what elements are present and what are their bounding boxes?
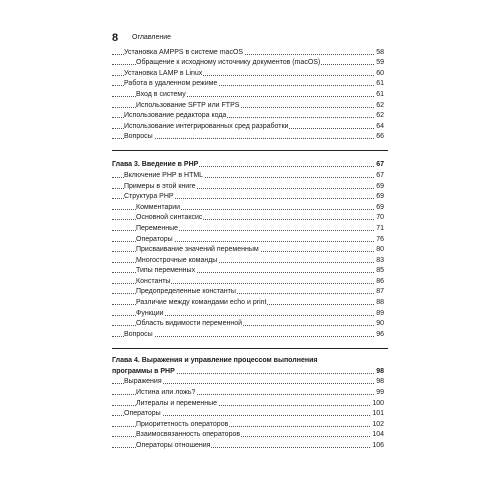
toc-entry[interactable] [112, 88, 388, 99]
toc-entry[interactable] [112, 78, 388, 89]
running-title: Оглавление [132, 34, 172, 41]
toc-page-number: 67 [376, 161, 384, 169]
toc-page-number: 64 [376, 122, 384, 130]
toc-chapter-title: Глава 3. Введение в PHP [112, 161, 199, 169]
toc-entry[interactable] [112, 296, 388, 307]
toc-entry[interactable] [112, 254, 388, 265]
toc-entry-title: Предопределенные константы [136, 288, 236, 296]
toc-entry-title: Операторы отношения [136, 442, 211, 449]
toc-page-number: 86 [376, 277, 384, 285]
toc-entry-title: Операторы [136, 235, 173, 243]
toc-entry[interactable] [112, 233, 388, 244]
toc-entry[interactable] [112, 201, 388, 212]
toc-page-number: 99 [376, 389, 384, 397]
toc-page-number: 58 [376, 48, 384, 56]
toc-page-number: 61 [376, 80, 384, 88]
toc-entry[interactable] [112, 57, 388, 68]
toc-page-number: 71 [376, 224, 384, 232]
toc-page-number: 101 [372, 410, 384, 418]
toc-entry-title: Вопросы [124, 133, 153, 141]
toc-entry[interactable] [112, 222, 388, 233]
toc-section-chapter3 [112, 169, 388, 339]
toc-entry-title: Операторы [124, 410, 161, 418]
toc-page-number: 70 [376, 214, 384, 222]
toc-chapter-4-title-line1[interactable]: Глава 4. Выражения и управление процессом выполнения [112, 356, 318, 364]
toc-page-number: 69 [376, 182, 384, 190]
toc-entry[interactable] [112, 67, 388, 78]
toc-entry[interactable] [112, 169, 388, 180]
toc-entry-title: Выражения [124, 378, 162, 386]
section-divider [112, 348, 388, 349]
toc-entry-title: Различие между командами echo и print [136, 299, 267, 307]
toc-entry-title: Область видимости переменной [136, 320, 243, 328]
table-of-contents [112, 46, 388, 450]
toc-entry-title: Использование редактора кода [124, 112, 227, 120]
toc-entry[interactable] [112, 307, 388, 318]
toc-entry[interactable] [112, 275, 388, 286]
toc-entry-title: Переменные [136, 224, 179, 232]
toc-page-number: 69 [376, 203, 384, 211]
toc-entry[interactable] [112, 328, 388, 339]
toc-chapter-3[interactable] [112, 158, 388, 169]
toc-entry-title: Вход в систему [136, 90, 186, 98]
toc-entry[interactable] [112, 244, 388, 255]
toc-chapter-title: программы в PHP [112, 367, 175, 375]
toc-page-number: 100 [372, 399, 384, 407]
toc-entry[interactable] [112, 131, 388, 142]
toc-entry[interactable] [112, 191, 388, 202]
page-number: 8 [112, 32, 119, 44]
toc-entry-title: Установка LAMP в Linux [124, 69, 203, 77]
toc-page-number: 62 [376, 101, 384, 109]
toc-page-number: 76 [376, 235, 384, 243]
toc-section-chapter4 [112, 376, 388, 450]
toc-entry[interactable] [112, 418, 388, 429]
toc-entry-title: Использование SFTP или FTPS [136, 101, 240, 109]
toc-entry-title: Функции [136, 309, 164, 317]
toc-page-number: 67 [376, 171, 384, 179]
toc-entry-title: Типы переменных [136, 267, 196, 275]
toc-entry[interactable] [112, 318, 388, 329]
toc-page-number: 104 [372, 431, 384, 439]
toc-entry[interactable] [112, 212, 388, 223]
toc-entry-title: Включение PHP в HTML [124, 171, 204, 179]
toc-page-number: 98 [376, 367, 384, 375]
toc-page-number: 66 [376, 133, 384, 141]
toc-entry[interactable] [112, 376, 388, 387]
toc-page-number: 69 [376, 193, 384, 201]
toc-page-number: 87 [376, 288, 384, 296]
toc-page-number: 60 [376, 69, 384, 77]
toc-chapter-4[interactable] [112, 365, 388, 376]
toc-page-number: 85 [376, 267, 384, 275]
toc-page-number: 62 [376, 112, 384, 120]
toc-entry-title: Взаимосвязанность операторов [136, 431, 241, 439]
toc-entry-title: Использование интегрированных сред разработки [124, 122, 289, 130]
toc-entry-title: Вопросы [124, 330, 153, 338]
toc-entry-title: Обращение к исходному источнику документов (macOS) [136, 59, 321, 67]
toc-entry-title: Многострочные команды [136, 256, 218, 264]
toc-entry[interactable] [112, 286, 388, 297]
toc-page-number: 59 [376, 59, 384, 67]
toc-page-number: 83 [376, 256, 384, 264]
toc-entry-title: Установка AMPPS в системе macOS [124, 48, 244, 56]
toc-entry-title: Структура PHP [124, 193, 174, 201]
toc-page-number: 106 [372, 442, 384, 449]
toc-entry[interactable] [112, 120, 388, 131]
section-divider [112, 150, 388, 151]
toc-page-number: 88 [376, 299, 384, 307]
toc-entry[interactable] [112, 99, 388, 110]
toc-entry[interactable] [112, 408, 388, 419]
toc-entry[interactable] [112, 110, 388, 121]
toc-entry[interactable] [112, 265, 388, 276]
toc-entry[interactable] [112, 439, 388, 450]
toc-entry-title: Работа в удаленном режиме [124, 80, 218, 88]
toc-entry-title: Литералы и переменные [136, 399, 218, 407]
toc-entry[interactable] [112, 429, 388, 440]
toc-entry-title: Основной синтаксис [136, 214, 203, 222]
toc-entry-title: Приоритетность операторов [136, 420, 229, 428]
toc-page-number: 98 [376, 378, 384, 386]
toc-entry-title: Истина или ложь? [136, 389, 196, 397]
page-header [112, 30, 388, 46]
toc-page-number: 80 [376, 246, 384, 254]
toc-section-chapter2-tail [112, 46, 388, 141]
toc-entry-title: Комментарии [136, 203, 181, 211]
toc-page-number: 89 [376, 309, 384, 317]
toc-entry[interactable] [112, 386, 388, 397]
toc-entry-title: Константы [136, 277, 171, 285]
toc-page-number: 90 [376, 320, 384, 328]
toc-entry[interactable] [112, 180, 388, 191]
toc-entry[interactable] [112, 397, 388, 408]
toc-page-number: 61 [376, 90, 384, 98]
toc-entry-title: Присваивание значений переменным [136, 246, 259, 254]
toc-entry-title: Примеры в этой книге [124, 182, 196, 190]
toc-page-number: 102 [372, 420, 384, 428]
toc-page-number: 96 [376, 330, 384, 338]
toc-entry[interactable] [112, 46, 388, 57]
